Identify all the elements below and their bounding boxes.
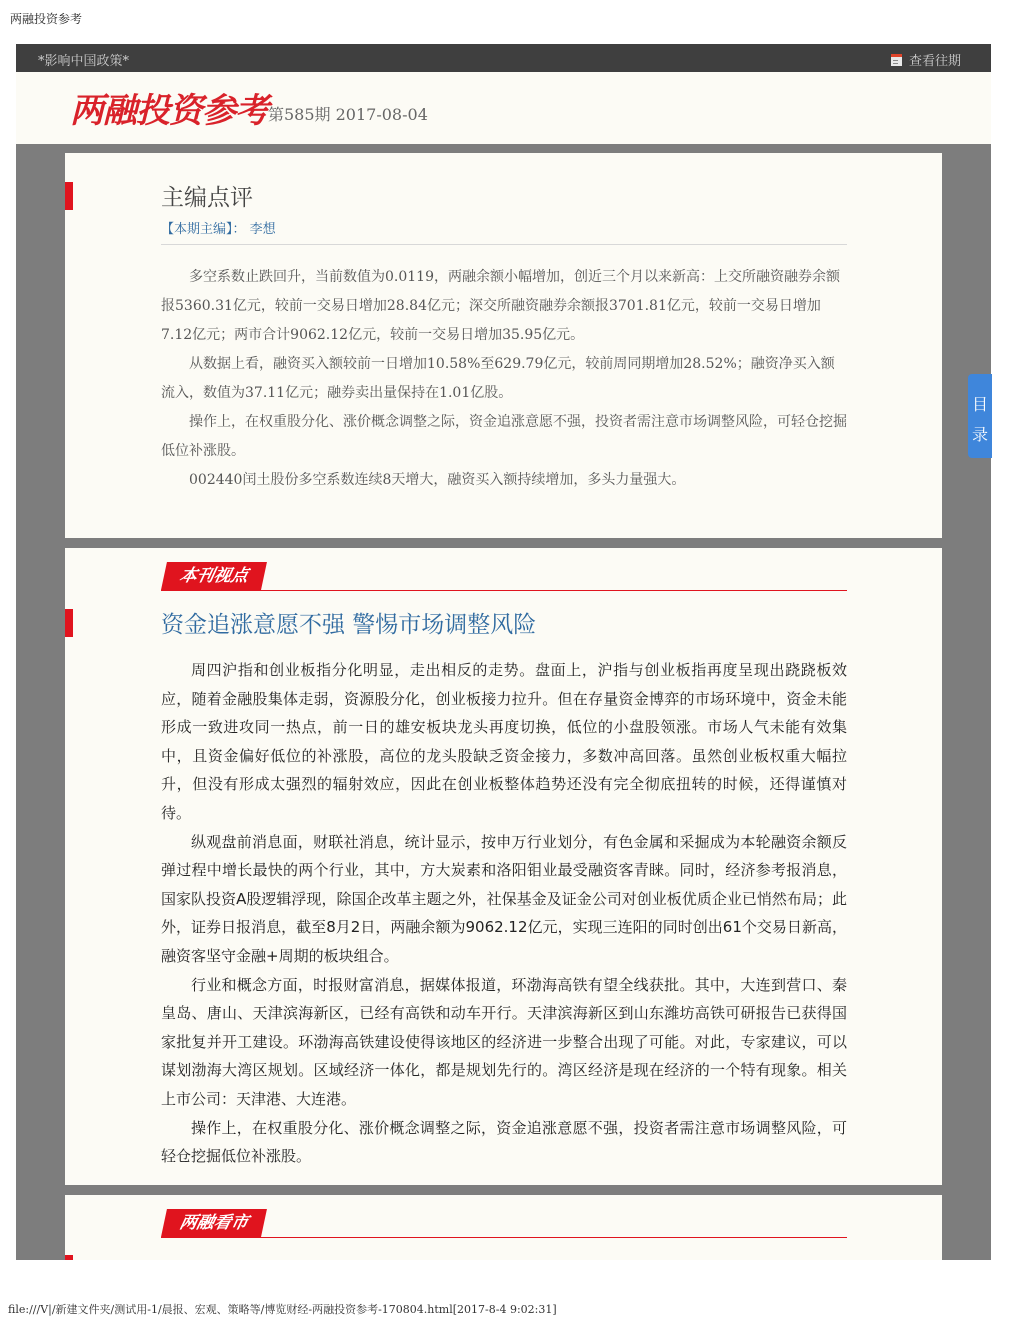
past-issues-link[interactable] (891, 50, 961, 69)
editor-line (161, 218, 276, 237)
viewpoint-section (65, 548, 942, 1185)
market-watch-section (65, 1195, 942, 1260)
paragraph: 002440闰土股份多空系数连续8天增大，融资买入额持续增加，多头力量强大。 (189, 472, 686, 488)
toc-char: 录 (971, 425, 988, 444)
editor-review-title: 主编点评 (161, 185, 253, 211)
viewpoint-banner-label: 本刊视点 (161, 562, 267, 590)
newsletter-frame (16, 44, 991, 1260)
editor-review-body (161, 263, 847, 495)
section-marker (65, 609, 73, 637)
paragraph: 多空系数止跌回升，当前数值为0.0119，两融余额小幅增加，创近三个月以来新高：上交所融资融券余额报5360.31亿元，较前一交易日增加28.84亿元；深交所融资融券余额报3701.81亿元，较前一交易日增加7.12亿元；两市合计9062.12亿元，较前一交易日增加35.95亿元。 (161, 269, 840, 343)
issue-info: 第585期 2017-08-04 (268, 105, 428, 124)
calendar-icon (891, 54, 902, 66)
slogan: *影响中国政策* (38, 54, 130, 69)
print-footer-path: file:///V|/新建文件夹/测试用-1/晨报、宏观、策略等/博览财经-两融投资参考-170804.html[2017-8-4 9:02:31] (8, 1303, 557, 1316)
viewpoint-title: 资金追涨意愿不强 警惕市场调整风险 (161, 612, 537, 638)
market-watch-banner (161, 1209, 847, 1238)
paragraph: 从数据上看，融资买入额较前一日增加10.58%至629.79亿元，较前周同期增加28.52%；融资净买入额流入，数值为37.11亿元；融券卖出量保持在1.01亿股。 (161, 356, 835, 401)
editor-name: 李想 (249, 222, 276, 237)
print-page-title: 两融投资参考 (10, 12, 83, 26)
market-watch-banner-label: 两融看市 (161, 1209, 267, 1237)
paragraph: 操作上，在权重股分化、涨价概念调整之际，资金追涨意愿不强，投资者需注意市场调整风险，可轻仓挖掘低位补涨股。 (161, 414, 847, 459)
newsletter-logo: 两融投资参考 (70, 91, 268, 131)
viewpoint-banner (161, 562, 847, 591)
table-of-contents-tab[interactable] (968, 374, 992, 458)
divider (161, 244, 847, 245)
section-marker (65, 1255, 73, 1260)
toc-char: 目 (971, 395, 988, 414)
paragraph: 周四沪指和创业板指分化明显，走出相反的走势。盘面上，沪指与创业板指再度呈现出跷跷板效应，随着金融股集体走弱，资源股分化，创业板接力拉升。但在存量资金博弈的市场环境中，资金未能形成一致进攻同一热点，前一日的雄安板块龙头再度切换，低位的小盘股领涨。市场人气未能有效集中，且资金偏好低位的补涨股，高位的龙头股缺乏资金接力，多数冲高回落。虽然创业板权重大幅拉升，但没有形成太强烈的辐射效应，因此在创业板整体趋势还没有完全彻底扭转的时候，还得谨慎对待。 (161, 661, 847, 822)
viewpoint-body (161, 656, 847, 1171)
paragraph: 操作上，在权重股分化、涨价概念调整之际，资金追涨意愿不强，投资者需注意市场调整风险，可轻仓挖掘低位补涨股。 (161, 1118, 847, 1166)
top-bar (16, 44, 991, 72)
editor-label: 【本期主编】： (161, 222, 246, 237)
masthead (16, 72, 991, 144)
past-issues-label: 查看往期 (908, 54, 961, 69)
section-marker (65, 182, 73, 210)
editor-review-section (65, 153, 942, 538)
paragraph: 行业和概念方面，时报财富消息，据媒体报道，环渤海高铁有望全线获批。其中，大连到营口、秦皇岛、唐山、天津滨海新区，已经有高铁和动车开行。天津滨海新区到山东潍坊高铁可研报告已获得国家批复并开工建设。环渤海高铁建设使得该地区的经济进一步整合出现了可能。对此，专家建议，可以谋划渤海大湾区规划。区域经济一体化，都是规划先行的。湾区经济是现在经济的一个特有现象。相关上市公司：天津港、大连港。 (161, 975, 847, 1108)
paragraph: 纵观盘前消息面，财联社消息，统计显示，按申万行业划分，有色金属和采掘成为本轮融资余额反弹过程中增长最快的两个行业，其中，方大炭素和洛阳钼业最受融资客青睐。同时，经济参考报消息，国家队投资A股逻辑浮现，除国企改革主题之外，社保基金及证金公司对创业板优质企业已悄然布局；此外，证券日报消息，截至8月2日，两融余额为9062.12亿元，实现三连阳的同时创出61个交易日新高，融资客坚守金融+周期的板块组合。 (161, 832, 847, 965)
